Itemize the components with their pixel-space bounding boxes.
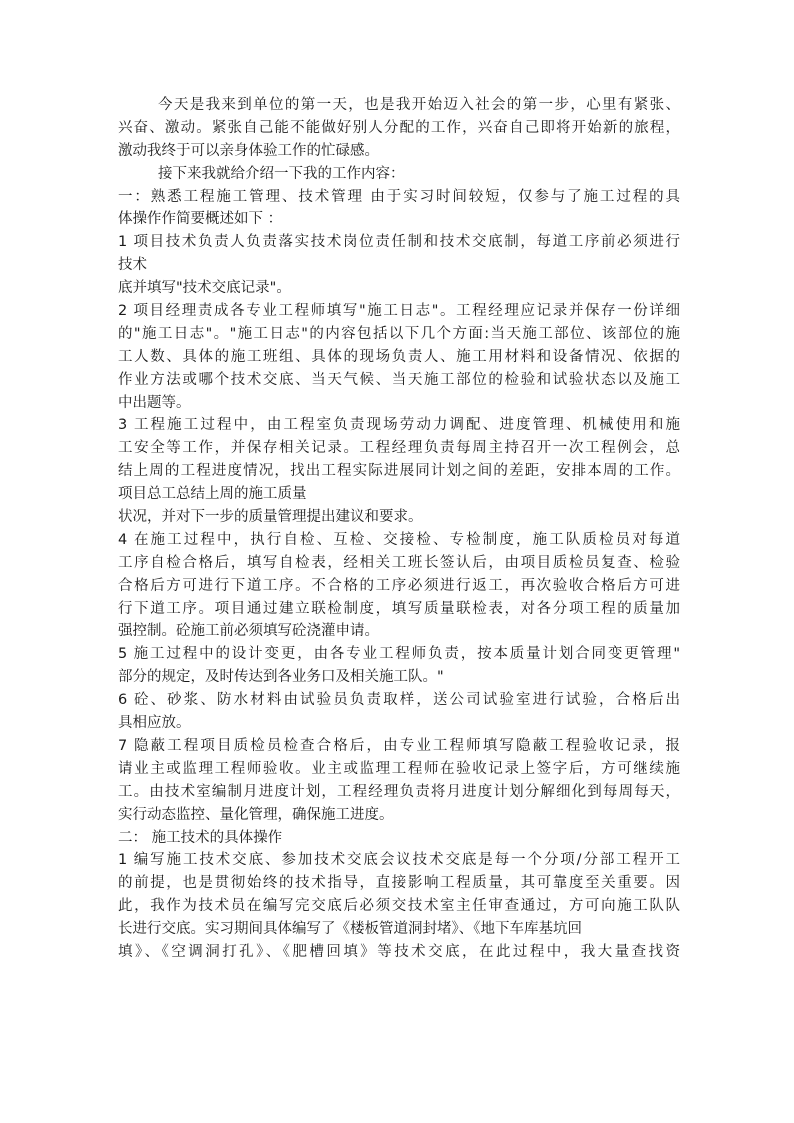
paragraph-line: 接下来我就给介绍一下我的工作内容： (158, 165, 405, 182)
list-item-line: 3 工程施工过程中，由工程室负责现场劳动力调配、进度管理、机械使用和施 (118, 417, 680, 434)
list-item-line: 工安全等工作，并保存相关记录。工程经理负责每周主持召开一次工程例会，总 (118, 440, 680, 457)
document-body (118, 94, 680, 964)
list-item-line: 底并填写"技术交底记录"。 (118, 280, 291, 297)
list-item-line: 的"施工日志"。"施工日志"的内容包括以下几个方面:当天施工部位、该部位的施 (118, 325, 680, 342)
list-item-line: 长进行交底。实习期间具体编写了《楼板管道洞封堵》、《地下车库基坑回 (118, 921, 582, 938)
list-item-line: 项目总工总结上周的施工质量 (118, 486, 307, 503)
list-item-line: 具相应放。 (118, 715, 191, 732)
list-item-line: 5 施工过程中的设计变更，由各专业工程师负责，按本质量计划合同变更管理" (118, 646, 680, 663)
list-item-line: 1 项目技术负责人负责落实技术岗位责任制和技术交底制，每道工序前必须进行 (118, 234, 680, 251)
list-item-line: 7 隐蔽工程项目质检员检查合格后，由专业工程师填写隐蔽工程验收记录，报 (118, 737, 680, 754)
list-item-line: 技术 (118, 257, 147, 274)
list-item-line: 中出题等。 (118, 394, 191, 411)
list-item-line: 强控制。砼施工前必须填写砼浇灌申请。 (118, 623, 379, 640)
list-item-line: 部分的规定，及时传达到各业务口及相关施工队。" (118, 669, 444, 686)
section-heading-line: 一：熟悉工程施工管理、技术管理 由于实习时间较短，仅参与了施工过程的具 (118, 188, 680, 205)
list-item-line: 合格后方可进行下道工序。不合格的工序必须进行返工，再次验收合格后方可进 (118, 577, 680, 594)
list-item-line: 此，我作为技术员在编写完交底后必须交技术室主任审查通过，方可向施工队队 (118, 898, 680, 915)
list-item-line: 状况，并对下一步的质量管理提出建议和要求。 (118, 509, 423, 526)
list-item-line: 请业主或监理工程师验收。业主或监理工程师在验收记录上签字后，方可继续施 (118, 760, 680, 777)
list-item-line: 填》、《空调洞打孔》、《肥槽回填》等技术交底，在此过程中，我大量查找资 (118, 943, 680, 960)
list-item-line: 的前提，也是贯彻始终的技术指导，直接影响工程质量，其可靠度至关重要。因 (118, 875, 680, 892)
list-item-line: 2 项目经理责成各专业工程师填写"施工日志"。工程经理应记录并保存一份详细 (118, 303, 680, 320)
list-item-line: 工序自检合格后，填写自检表，经相关工班长签认后，由项目质检员复查、检验 (118, 554, 680, 571)
list-item-line: 作业方法或哪个技术交底、当天气候、当天施工部位的检验和试验状态以及施工 (118, 371, 680, 388)
list-item-line: 4 在施工过程中，执行自检、互检、交接检、专检制度，施工队质检员对每道 (118, 531, 680, 548)
list-item-line: 结上周的工程进度情况，找出工程实际进展同计划之间的差距，安排本周的工作。 (118, 463, 680, 480)
list-item-line: 工。由技术室编制月进度计划，工程经理负责将月进度计划分解细化到每周每天， (118, 783, 680, 800)
list-item-line: 工人数、具体的施工班组、具体的现场负责人、施工用材料和设备情况、依据的 (118, 348, 680, 365)
paragraph-line: 激动我终于可以亲身体验工作的忙碌感。 (118, 142, 379, 159)
section-heading-line: 二： 施工技术的具体操作 (118, 829, 283, 846)
list-item-line: 实行动态监控、量化管理，确保施工进度。 (118, 806, 394, 823)
list-item-line: 6 砼、砂浆、防水材料由试验员负责取样，送公司试验室进行试验，合格后出 (118, 692, 680, 709)
paragraph-line: 体操作作简要概述如下 ： (118, 211, 283, 228)
list-item-line: 行下道工序。项目通过建立联检制度，填写质量联检表，对各分项工程的质量加 (118, 600, 680, 617)
paragraph-line: 兴奋、激动。紧张自己能不能做好别人分配的工作，兴奋自己即将开始新的旅程， (118, 119, 680, 136)
paragraph-line: 今天是我来到单位的第一天，也是我开始迈入社会的第一步，心里有紧张、 (158, 97, 680, 113)
list-item-line: 1 编写施工技术交底、参加技术交底会议技术交底是每一个分项/分部工程开工 (118, 852, 680, 869)
